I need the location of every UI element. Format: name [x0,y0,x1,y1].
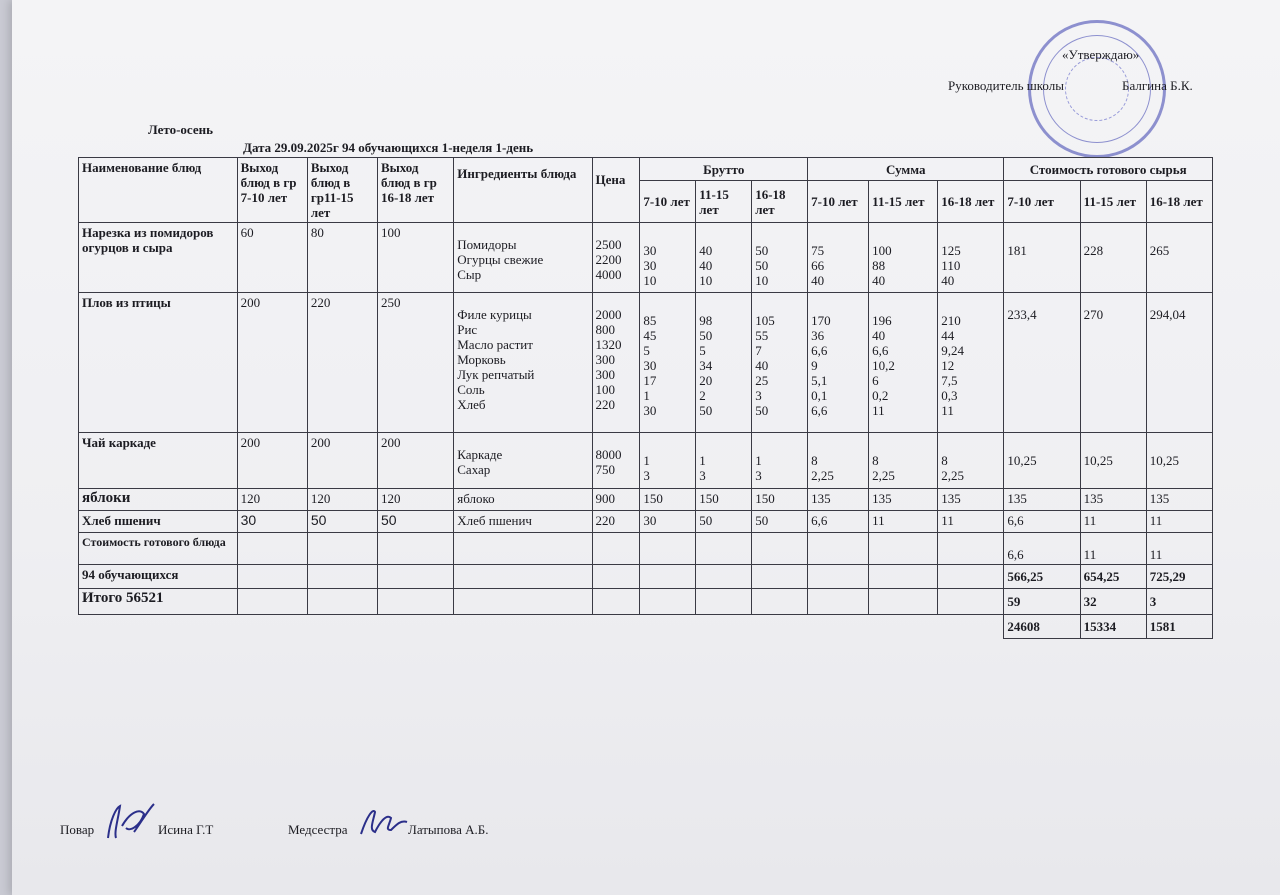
dish-gross-1-line: 30 [643,358,657,373]
dish-prices-line: 300 [595,367,616,382]
dish-sum-1 [808,511,869,533]
dish-prices-line: 2000 [595,307,622,322]
dish-output-1: 120 [237,489,307,511]
dish-gross-1-line: 30 [643,513,657,528]
dish-output-3: 250 [377,293,453,433]
cost-ready-value-2: 11 [1080,533,1146,565]
dish-prices-line: 220 [595,397,616,412]
dish-ingredients [454,489,592,511]
total-value-1: 59 [1004,589,1080,615]
dish-gross-3-line: 105 [755,313,775,328]
cost-ready-row [79,533,1213,565]
final-value-1: 24608 [1004,615,1080,639]
dish-ingredients-line: Лук репчатый [457,367,535,382]
dish-gross-1-line: 45 [643,328,657,343]
dish-sum-3 [938,511,1004,533]
dish-gross-1-line: 10 [643,273,657,288]
dish-name: Плов из птицы [79,293,238,433]
dish-sum-1 [808,489,869,511]
dish-output-3: 120 [377,489,453,511]
dish-ingredients-line: Сахар [457,462,491,477]
dish-sum-2-line: 40 [872,328,886,343]
dish-ingredients-line: Сыр [457,267,482,282]
cost-ready-label: Стоимость готового блюда [79,533,238,565]
cook-signature-icon [100,798,160,846]
dish-cost-1: 10,25 [1004,433,1080,489]
dish-cost-1: 6,6 [1004,511,1080,533]
dish-gross-2-line: 10 [699,273,713,288]
dish-gross-3-line: 50 [755,513,769,528]
dish-output-2: 50 [307,511,377,533]
dish-cost-1: 135 [1004,489,1080,511]
dish-ingredients-line: Хлеб [457,397,486,412]
dish-ingredients-line: Соль [457,382,485,397]
cost-ready-value-3: 11 [1146,533,1212,565]
dish-prices-line: 800 [595,322,616,337]
dish-cost-1: 181 [1004,223,1080,293]
header-gross-age-2: 11-15 лет [696,181,752,223]
dish-gross-2 [696,223,752,293]
dish-gross-3 [752,293,808,433]
dish-prices-line: 2200 [595,252,622,267]
dish-cost-3: 11 [1146,511,1212,533]
dish-cost-2: 228 [1080,223,1146,293]
dish-ingredients-line: Хлеб пшенич [457,513,532,528]
dish-sum-1-line: 2,25 [811,468,834,483]
dish-sum-1 [808,293,869,433]
final-value-2: 15334 [1080,615,1146,639]
dish-gross-1-line: 3 [643,468,650,483]
dish-cost-3: 10,25 [1146,433,1212,489]
header-out-16-18: Выход блюд в гр 16-18 лет [377,158,453,223]
dish-output-2: 120 [307,489,377,511]
dish-sum-3 [938,223,1004,293]
dish-gross-2-line: 34 [699,358,713,373]
dish-gross-3-line: 40 [755,358,769,373]
dish-output-2: 220 [307,293,377,433]
header-sum-age-2: 11-15 лет [869,181,938,223]
dish-name: Нарезка из помидоров огурцов и сыра [79,223,238,293]
dish-sum-2-line: 196 [872,313,892,328]
dish-sum-3-line: 110 [941,258,961,273]
header-gross-age-1: 7-10 лет [640,181,696,223]
dish-gross-1 [640,489,696,511]
header-sum-age-1: 7-10 лет [808,181,869,223]
dish-ingredients-line: Помидоры [457,237,517,252]
dish-ingredients [454,223,592,293]
dish-gross-2-line: 3 [699,468,706,483]
dish-gross-2-line: 40 [699,243,713,258]
dish-gross-3-line: 50 [755,243,769,258]
dish-gross-1-line: 30 [643,258,657,273]
dish-row [79,293,1213,433]
dish-prices-line: 2500 [595,237,622,252]
header-cost: Стоимость готового сырья [1004,158,1213,181]
dish-sum-2-line: 2,25 [872,468,895,483]
dish-output-2: 80 [307,223,377,293]
dish-gross-1-line: 150 [643,491,663,506]
header-gross-age-3: 16-18 лет [752,181,808,223]
dish-gross-2-line: 5 [699,343,706,358]
dish-sum-2-line: 40 [872,273,886,288]
dish-ingredients [454,511,592,533]
dish-output-3: 50 [377,511,453,533]
dish-gross-3-line: 3 [755,468,762,483]
dish-output-1: 200 [237,433,307,489]
dish-gross-3 [752,511,808,533]
dish-cost-2: 10,25 [1080,433,1146,489]
page-edge [0,0,12,895]
dish-sum-2-line: 11 [872,403,885,418]
dish-sum-3-line: 12 [941,358,955,373]
dish-prices [592,293,640,433]
dish-sum-3-line: 11 [941,513,954,528]
dish-ingredients-line: Рис [457,322,478,337]
approval-position: Руководитель школы [948,78,1064,93]
header-gross: Брутто [640,158,808,181]
dish-prices-line: 900 [595,491,616,506]
dish-gross-2-line: 50 [699,328,713,343]
dish-sum-2-line: 100 [872,243,892,258]
dish-gross-1 [640,433,696,489]
dish-prices-line: 750 [595,462,616,477]
dish-gross-2-line: 20 [699,373,713,388]
dish-prices [592,489,640,511]
dish-ingredients-line: Филе курицы [457,307,532,322]
dish-gross-2 [696,489,752,511]
dish-sum-2 [869,489,938,511]
dish-row [79,223,1213,293]
header-cost-age-2: 11-15 лет [1080,181,1146,223]
dish-gross-1-line: 5 [643,343,650,358]
dish-gross-3 [752,489,808,511]
dish-sum-3 [938,433,1004,489]
dish-ingredients-line: яблоко [457,491,495,506]
nurse-role: Медсестра [288,822,348,837]
header-dish: Наименование блюд [79,158,238,223]
dish-sum-2-line: 88 [872,258,886,273]
dish-gross-3-line: 50 [755,258,769,273]
dish-gross-3-line: 3 [755,388,762,403]
dish-gross-2-line: 1 [699,453,706,468]
dish-sum-1-line: 6,6 [811,343,828,358]
dish-ingredients-line: Огурцы свежие [457,252,544,267]
dish-sum-1-line: 8 [811,453,818,468]
dish-sum-1-line: 6,6 [811,403,828,418]
dish-gross-1-line: 30 [643,243,657,258]
dish-sum-2 [869,511,938,533]
dish-sum-1-line: 75 [811,243,825,258]
dish-sum-2 [869,433,938,489]
dish-cost-3: 294,04 [1146,293,1212,433]
dish-sum-1-line: 9 [811,358,818,373]
dish-gross-1-line: 85 [643,313,657,328]
dish-prices [592,511,640,533]
dish-gross-3-line: 150 [755,491,775,506]
dish-rows [79,223,1213,533]
cook-role: Повар [60,822,95,837]
dish-sum-2-line: 0,2 [872,388,889,403]
dish-cost-1: 233,4 [1004,293,1080,433]
students-value-3: 725,29 [1146,565,1212,589]
dish-row [79,433,1213,489]
dish-sum-2 [869,293,938,433]
dish-sum-1-line: 5,1 [811,373,828,388]
dish-gross-2-line: 50 [699,403,713,418]
total-value-2: 32 [1080,589,1146,615]
dish-gross-1-line: 30 [643,403,657,418]
header-sum-age-3: 16-18 лет [938,181,1004,223]
dish-gross-3-line: 7 [755,343,762,358]
date-line: Дата 29.09.2025г 94 обучающихся 1-неделя 1-день [243,140,534,155]
dish-name: Хлеб пшенич [79,511,238,533]
dish-prices [592,433,640,489]
dish-sum-3-line: 7,5 [941,373,958,388]
dish-sum-3 [938,489,1004,511]
students-row [79,565,1213,589]
dish-sum-3 [938,293,1004,433]
dish-prices [592,223,640,293]
header-out-7-10: Выход блюд в гр 7-10 лет [237,158,307,223]
dish-sum-2-line: 11 [872,513,885,528]
dish-sum-3-line: 44 [941,328,955,343]
header-cost-age-3: 16-18 лет [1146,181,1212,223]
dish-gross-1-line: 17 [643,373,657,388]
dish-cost-2: 11 [1080,511,1146,533]
dish-output-3: 200 [377,433,453,489]
dish-sum-3-line: 9,24 [941,343,965,358]
dish-sum-1-line: 6,6 [811,513,828,528]
dish-sum-3-line: 2,25 [941,468,965,483]
dish-ingredients-line: Морковь [457,352,506,367]
dish-output-3: 100 [377,223,453,293]
header-row-1 [79,158,1213,181]
dish-sum-1-line: 135 [811,491,831,506]
dish-name: яблоки [79,489,238,511]
dish-cost-3: 265 [1146,223,1212,293]
students-value-2: 654,25 [1080,565,1146,589]
dish-sum-3-line: 11 [941,403,954,418]
dish-sum-1-line: 66 [811,258,825,273]
season-label: Лето-осень [148,122,213,137]
dish-cost-2: 270 [1080,293,1146,433]
dish-gross-2-line: 40 [699,258,713,273]
dish-gross-3 [752,433,808,489]
approval-title: «Утверждаю» [1062,47,1140,62]
dish-sum-2-line: 6 [872,373,879,388]
dish-prices-line: 4000 [595,267,622,282]
dish-gross-2 [696,433,752,489]
dish-gross-2-line: 50 [699,513,713,528]
dish-output-1: 30 [237,511,307,533]
nurse-name: Латыпова А.Б. [408,822,489,837]
dish-sum-3-line: 125 [941,243,961,258]
dish-sum-2-line: 8 [872,453,879,468]
dish-gross-3-line: 10 [755,273,769,288]
dish-row [79,489,1213,511]
header-ingredients: Ингредиенты блюда [454,158,592,223]
dish-sum-1 [808,223,869,293]
dish-sum-2-line: 135 [872,491,892,506]
dish-ingredients-line: Масло растит [457,337,533,352]
nurse-signature-icon [355,802,411,842]
dish-gross-2 [696,293,752,433]
dish-gross-1 [640,511,696,533]
dish-output-1: 60 [237,223,307,293]
dish-sum-3-line: 0,3 [941,388,958,403]
dish-sum-2 [869,223,938,293]
dish-row [79,511,1213,533]
header-sum: Сумма [808,158,1004,181]
dish-ingredients [454,293,592,433]
dish-gross-1 [640,293,696,433]
dish-prices-line: 8000 [595,447,622,462]
dish-sum-1-line: 170 [811,313,831,328]
dish-gross-3-line: 55 [755,328,769,343]
dish-prices-line: 100 [595,382,616,397]
total-row [79,589,1213,615]
students-label: 94 обучающихся [79,565,238,589]
dish-cost-3: 135 [1146,489,1212,511]
dish-gross-3 [752,223,808,293]
dish-sum-3-line: 8 [941,453,948,468]
menu-table [78,157,1213,639]
final-value-3: 1581 [1146,615,1212,639]
dish-ingredients-line: Каркаде [457,447,503,462]
dish-sum-1-line: 36 [811,328,825,343]
header-price: Цена [592,158,640,223]
dish-gross-3-line: 1 [755,453,762,468]
dish-gross-1-line: 1 [643,453,650,468]
cook-name: Исина Г.Т [158,822,214,837]
total-label: Итого 56521 [79,589,238,615]
total-value-3: 3 [1146,589,1212,615]
dish-gross-2 [696,511,752,533]
dish-cost-2: 135 [1080,489,1146,511]
dish-sum-1-line: 40 [811,273,825,288]
dish-sum-3-line: 210 [941,313,961,328]
dish-gross-2-line: 150 [699,491,719,506]
dish-sum-3-line: 40 [941,273,955,288]
dish-output-1: 200 [237,293,307,433]
dish-gross-1 [640,223,696,293]
dish-name: Чай каркаде [79,433,238,489]
dish-sum-2-line: 10,2 [872,358,895,373]
header-cost-age-1: 7-10 лет [1004,181,1080,223]
dish-sum-1-line: 0,1 [811,388,828,403]
dish-prices-line: 300 [595,352,616,367]
header-out-11-15: Выход блюд в гр11-15 лет [307,158,377,223]
dish-sum-3-line: 135 [941,491,961,506]
dish-gross-3-line: 50 [755,403,769,418]
dish-sum-1 [808,433,869,489]
dish-gross-2-line: 2 [699,388,706,403]
final-row [79,615,1213,639]
students-value-1: 566,25 [1004,565,1080,589]
dish-sum-2-line: 6,6 [872,343,889,358]
cost-ready-value-1: 6,6 [1004,533,1080,565]
dish-gross-1-line: 1 [643,388,650,403]
dish-output-2: 200 [307,433,377,489]
dish-gross-2-line: 98 [699,313,713,328]
dish-prices-line: 220 [595,513,616,528]
dish-prices-line: 1320 [595,337,622,352]
dish-ingredients [454,433,592,489]
approval-name: Балгина Б.К. [1122,78,1193,93]
dish-gross-3-line: 25 [755,373,769,388]
